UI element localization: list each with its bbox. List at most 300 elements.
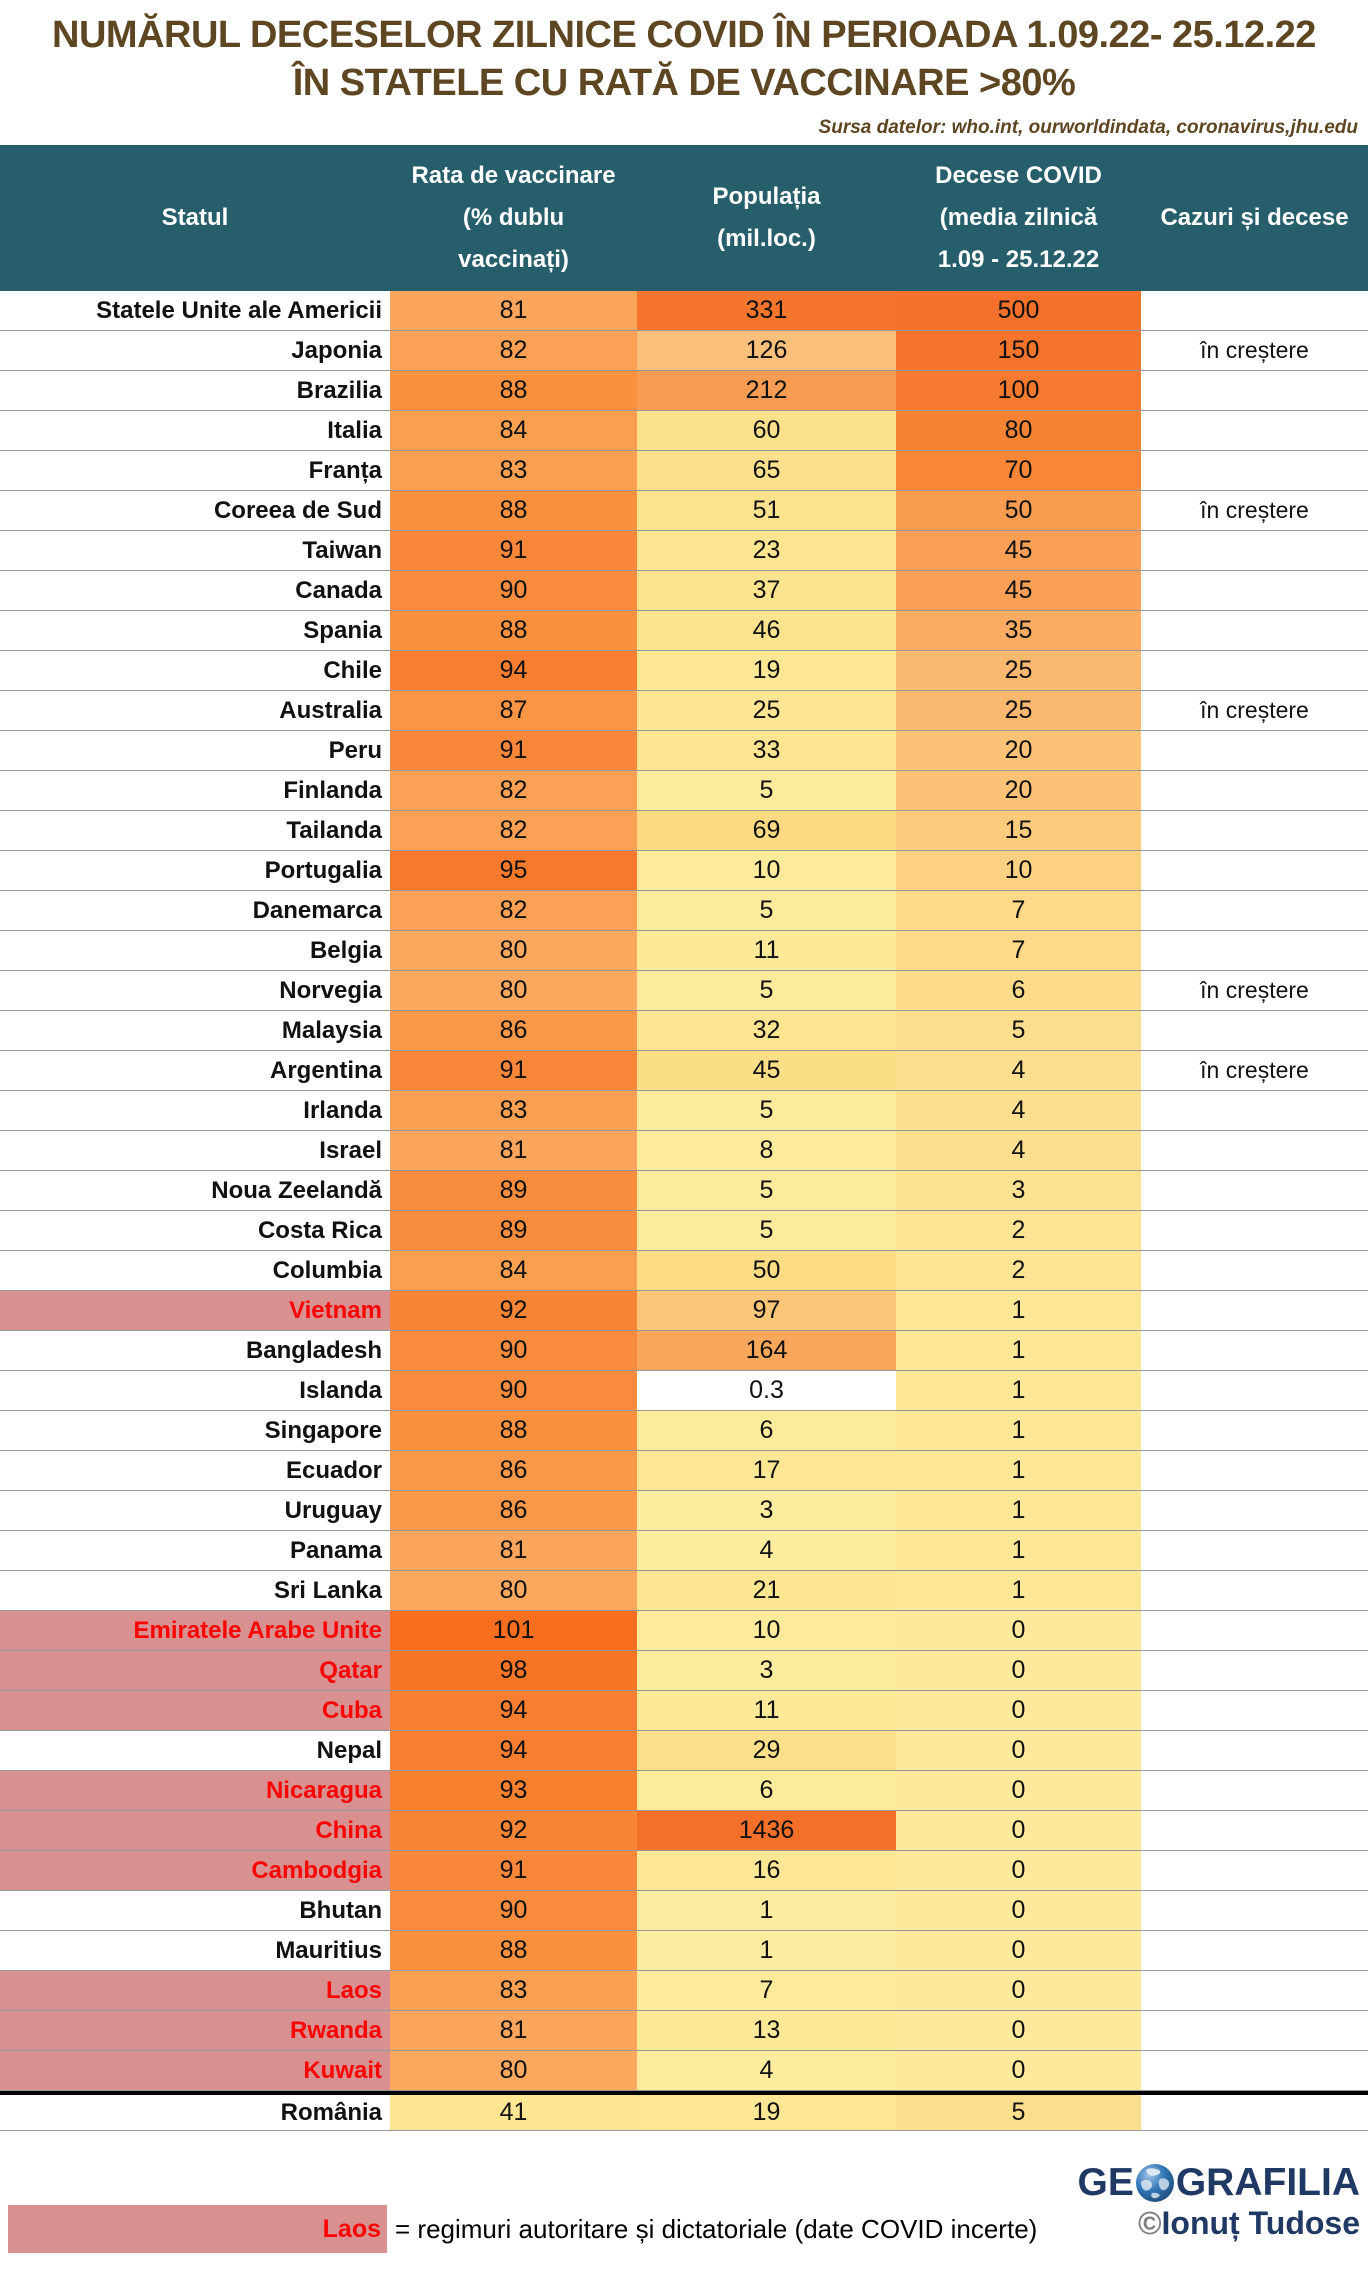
cell-trend [1141, 611, 1368, 650]
table-row [0, 1531, 1368, 1571]
cell-deaths: 4 [896, 1051, 1141, 1090]
cell-trend [1141, 1131, 1368, 1170]
cell-trend [1141, 531, 1368, 570]
cell-vaccination-rate: 89 [390, 1171, 637, 1210]
cell-vaccination-rate: 86 [390, 1451, 637, 1490]
cell-country: Brazilia [296, 376, 382, 404]
globe-icon [1134, 2163, 1176, 2203]
cell-population: 126 [637, 331, 896, 370]
cell-population: 3 [637, 1651, 896, 1690]
cell-vaccination-rate: 90 [390, 1371, 637, 1410]
covid-table [0, 145, 1368, 2131]
cell-trend [1141, 1651, 1368, 1690]
cell-population: 32 [637, 1011, 896, 1050]
data-source-note: Sursa datelor: who.int, ourworldindata, coronavirus,jhu.edu [818, 117, 1358, 138]
cell-deaths: 20 [896, 771, 1141, 810]
cell-deaths: 1 [896, 1531, 1141, 1570]
table-row [0, 1411, 1368, 1451]
cell-population: 4 [637, 1531, 896, 1570]
cell-trend [1141, 1171, 1368, 1210]
cell-trend [1141, 1931, 1368, 1970]
cell-vaccination-rate: 94 [390, 1731, 637, 1770]
cell-deaths: 2 [896, 1211, 1141, 1250]
table-row [0, 1371, 1368, 1411]
cell-vaccination-rate: 80 [390, 1571, 637, 1610]
cell-trend [1141, 1291, 1368, 1330]
cell-deaths: 0 [896, 1891, 1141, 1930]
cell-trend [1141, 2095, 1368, 2130]
cell-population: 10 [637, 851, 896, 890]
cell-deaths: 0 [896, 1691, 1141, 1730]
cell-country: Chile [323, 656, 382, 684]
cell-country: Belgia [309, 936, 382, 964]
cell-trend [1141, 1971, 1368, 2010]
cell-country: Nicaragua [0, 1771, 390, 1810]
cell-deaths: 100 [896, 371, 1141, 410]
cell-trend [1141, 1691, 1368, 1730]
cell-population: 331 [637, 291, 896, 330]
cell-deaths: 1 [896, 1411, 1141, 1450]
cell-trend [1141, 1531, 1368, 1570]
cell-population: 5 [637, 1211, 896, 1250]
cell-vaccination-rate: 90 [390, 571, 637, 610]
cell-deaths: 70 [896, 451, 1141, 490]
header-statul: Statul [161, 204, 229, 231]
cell-vaccination-rate: 92 [390, 1811, 637, 1850]
table-row [0, 1571, 1368, 1611]
table-row [0, 1971, 1368, 2011]
table-row [0, 1171, 1368, 1211]
cell-country: Vietnam [0, 1291, 390, 1330]
cell-vaccination-rate: 94 [390, 1691, 637, 1730]
cell-population: 1 [637, 1891, 896, 1930]
cell-vaccination-rate: 90 [390, 1891, 637, 1930]
logo-text-ge: GE [1077, 2161, 1134, 2204]
table-row [0, 771, 1368, 811]
table-row [0, 1451, 1368, 1491]
cell-country: Portugalia [264, 856, 382, 884]
logo-credit-name: Ionuț Tudose [1161, 2205, 1360, 2241]
cell-population: 8 [637, 1131, 896, 1170]
cell-vaccination-rate: 88 [390, 1931, 637, 1970]
table-row [0, 611, 1368, 651]
cell-trend [1141, 851, 1368, 890]
cell-country: Noua Zeelandă [211, 1176, 382, 1204]
logo-geografilia [1077, 2161, 1360, 2205]
cell-country: Columbia [272, 1256, 382, 1284]
cell-population: 50 [637, 1251, 896, 1290]
cell-trend [1141, 291, 1368, 330]
cell-population: 33 [637, 731, 896, 770]
cell-population: 37 [637, 571, 896, 610]
cell-population: 69 [637, 811, 896, 850]
cell-country: Malaysia [281, 1016, 382, 1044]
cell-population: 7 [637, 1971, 896, 2010]
table-header-row [0, 145, 1368, 291]
cell-country: Norvegia [279, 976, 382, 1004]
table-row [0, 1891, 1368, 1931]
cell-country: România [280, 2098, 382, 2126]
cell-deaths: 25 [896, 651, 1141, 690]
table-row [0, 571, 1368, 611]
cell-trend [1141, 1851, 1368, 1890]
cell-deaths: 6 [896, 971, 1141, 1010]
cell-trend [1141, 1211, 1368, 1250]
cell-trend [1141, 571, 1368, 610]
cell-deaths: 2 [896, 1251, 1141, 1290]
table-row [0, 1811, 1368, 1851]
cell-deaths: 0 [896, 1651, 1141, 1690]
cell-population: 46 [637, 611, 896, 650]
cell-population: 11 [637, 1691, 896, 1730]
table-row [0, 971, 1368, 1011]
cell-trend [1141, 2011, 1368, 2050]
cell-population: 23 [637, 531, 896, 570]
table-row [0, 1771, 1368, 1811]
cell-population: 4 [637, 2051, 896, 2090]
table-row [0, 1731, 1368, 1771]
cell-population: 65 [637, 451, 896, 490]
cell-trend [1141, 1611, 1368, 1650]
cell-country: Peru [328, 736, 382, 764]
cell-deaths: 500 [896, 291, 1141, 330]
cell-country: Cuba [0, 1691, 390, 1730]
table-row [0, 451, 1368, 491]
cell-trend [1141, 371, 1368, 410]
cell-country: Tailanda [286, 816, 382, 844]
cell-vaccination-rate: 82 [390, 771, 637, 810]
cell-country: Kuwait [0, 2051, 390, 2090]
cell-deaths: 0 [896, 1811, 1141, 1850]
cell-country: Islanda [299, 1376, 382, 1404]
cell-population: 60 [637, 411, 896, 450]
cell-trend [1141, 811, 1368, 850]
cell-deaths: 5 [896, 2095, 1141, 2130]
cell-population: 3 [637, 1491, 896, 1530]
cell-country: Cambodgia [0, 1851, 390, 1890]
cell-deaths: 1 [896, 1291, 1141, 1330]
cell-vaccination-rate: 87 [390, 691, 637, 730]
cell-population: 164 [637, 1331, 896, 1370]
cell-population: 5 [637, 1091, 896, 1130]
cell-deaths: 7 [896, 931, 1141, 970]
table-row [0, 2091, 1368, 2131]
table-row [0, 1211, 1368, 1251]
table-row [0, 1651, 1368, 1691]
cell-deaths: 25 [896, 691, 1141, 730]
table-row [0, 2051, 1368, 2091]
cell-country: Rwanda [0, 2011, 390, 2050]
cell-trend [1141, 1331, 1368, 1370]
cell-vaccination-rate: 91 [390, 531, 637, 570]
cell-deaths: 0 [896, 1971, 1141, 2010]
cell-vaccination-rate: 91 [390, 731, 637, 770]
cell-country: Mauritius [275, 1936, 382, 1964]
cell-vaccination-rate: 81 [390, 1531, 637, 1570]
cell-vaccination-rate: 91 [390, 1051, 637, 1090]
cell-vaccination-rate: 93 [390, 1771, 637, 1810]
title-line-1: NUMĂRUL DECESELOR ZILNICE COVID ÎN PERIOADA 1.09.22- 25.12.22 [52, 14, 1316, 56]
cell-population: 1436 [637, 1811, 896, 1850]
cell-deaths: 4 [896, 1131, 1141, 1170]
table-row [0, 651, 1368, 691]
cell-trend: în creștere [1141, 331, 1368, 370]
cell-population: 11 [637, 931, 896, 970]
cell-country: Argentina [269, 1056, 382, 1084]
cell-vaccination-rate: 83 [390, 1091, 637, 1130]
table-row [0, 531, 1368, 571]
table-body [0, 291, 1368, 2131]
cell-deaths: 0 [896, 1731, 1141, 1770]
table-row [0, 851, 1368, 891]
cell-trend [1141, 931, 1368, 970]
cell-deaths: 0 [896, 1851, 1141, 1890]
cell-population: 19 [637, 651, 896, 690]
cell-trend [1141, 891, 1368, 930]
cell-country: Spania [303, 616, 382, 644]
cell-vaccination-rate: 83 [390, 1971, 637, 2010]
cell-vaccination-rate: 80 [390, 2051, 637, 2090]
cell-country: Uruguay [284, 1496, 382, 1524]
cell-country: Qatar [0, 1651, 390, 1690]
cell-deaths: 20 [896, 731, 1141, 770]
cell-vaccination-rate: 84 [390, 1251, 637, 1290]
cell-population: 97 [637, 1291, 896, 1330]
cell-vaccination-rate: 81 [390, 1131, 637, 1170]
cell-country: Bangladesh [245, 1336, 382, 1364]
table-row [0, 1691, 1368, 1731]
cell-trend: în creștere [1141, 491, 1368, 530]
cell-vaccination-rate: 101 [390, 1611, 637, 1650]
cell-population: 13 [637, 2011, 896, 2050]
cell-vaccination-rate: 86 [390, 1011, 637, 1050]
cell-trend [1141, 1411, 1368, 1450]
cell-country: Sri Lanka [273, 1576, 382, 1604]
cell-deaths: 15 [896, 811, 1141, 850]
cell-trend [1141, 1731, 1368, 1770]
cell-trend [1141, 1371, 1368, 1410]
cell-country: Finlanda [283, 776, 382, 804]
cell-vaccination-rate: 80 [390, 931, 637, 970]
cell-vaccination-rate: 82 [390, 331, 637, 370]
cell-population: 19 [637, 2095, 896, 2130]
cell-country: Panama [289, 1536, 382, 1564]
cell-vaccination-rate: 95 [390, 851, 637, 890]
legend [8, 2205, 1037, 2253]
cell-population: 6 [637, 1771, 896, 1810]
title-line-2: ÎN STATELE CU RATĂ DE VACCINARE >80% [292, 61, 1076, 104]
header-rata-vaccinare: Rata de vaccinare (% dublu vaccinați) [411, 162, 616, 273]
cell-vaccination-rate: 88 [390, 491, 637, 530]
copyright-icon: © [1137, 2205, 1162, 2241]
table-row [0, 1291, 1368, 1331]
cell-vaccination-rate: 98 [390, 1651, 637, 1690]
table-row [0, 371, 1368, 411]
cell-deaths: 1 [896, 1451, 1141, 1490]
cell-trend [1141, 1571, 1368, 1610]
cell-deaths: 0 [896, 2051, 1141, 2090]
header-cazuri-decese: Cazuri și decese [1160, 204, 1349, 231]
cell-vaccination-rate: 91 [390, 1851, 637, 1890]
cell-vaccination-rate: 81 [390, 2011, 637, 2050]
legend-swatch-label: Laos [322, 2214, 381, 2243]
header-decese-covid: Decese COVID (media zilnică 1.09 - 25.12.22 [935, 162, 1102, 273]
cell-country: Israel [319, 1136, 382, 1164]
table-row [0, 691, 1368, 731]
logo-credit [1077, 2205, 1360, 2242]
cell-vaccination-rate: 89 [390, 1211, 637, 1250]
table-row [0, 1251, 1368, 1291]
cell-population: 29 [637, 1731, 896, 1770]
table-row [0, 331, 1368, 371]
cell-population: 5 [637, 971, 896, 1010]
logo-block [1077, 2161, 1360, 2242]
cell-vaccination-rate: 83 [390, 451, 637, 490]
cell-country: Franța [308, 456, 382, 484]
cell-population: 10 [637, 1611, 896, 1650]
cell-trend [1141, 1771, 1368, 1810]
cell-trend [1141, 1811, 1368, 1850]
cell-deaths: 80 [896, 411, 1141, 450]
cell-trend [1141, 731, 1368, 770]
cell-country: Coreea de Sud [213, 496, 382, 524]
cell-deaths: 35 [896, 611, 1141, 650]
cell-deaths: 150 [896, 331, 1141, 370]
cell-trend [1141, 1491, 1368, 1530]
cell-vaccination-rate: 82 [390, 811, 637, 850]
table-row [0, 411, 1368, 451]
table-row [0, 1331, 1368, 1371]
table-row [0, 1931, 1368, 1971]
cell-deaths: 1 [896, 1491, 1141, 1530]
page-title [0, 12, 1368, 107]
cell-trend [1141, 451, 1368, 490]
cell-country: Italia [327, 416, 382, 444]
cell-country: Danemarca [252, 896, 382, 924]
table-row [0, 1131, 1368, 1171]
cell-vaccination-rate: 82 [390, 891, 637, 930]
cell-vaccination-rate: 80 [390, 971, 637, 1010]
cell-population: 5 [637, 1171, 896, 1210]
cell-population: 17 [637, 1451, 896, 1490]
cell-population: 51 [637, 491, 896, 530]
cell-trend [1141, 771, 1368, 810]
cell-trend [1141, 411, 1368, 450]
footer [0, 2161, 1368, 2279]
logo-text-grafilia: GRAFILIA [1175, 2161, 1360, 2204]
cell-deaths: 10 [896, 851, 1141, 890]
table-row [0, 1011, 1368, 1051]
cell-country: Laos [0, 1971, 390, 2010]
header-populatia: Populația (mil.loc.) [712, 183, 821, 252]
cell-trend [1141, 1891, 1368, 1930]
table-row [0, 811, 1368, 851]
cell-vaccination-rate: 94 [390, 651, 637, 690]
table-row [0, 491, 1368, 531]
cell-population: 5 [637, 891, 896, 930]
cell-deaths: 1 [896, 1371, 1141, 1410]
cell-country: Singapore [264, 1416, 382, 1444]
cell-population: 21 [637, 1571, 896, 1610]
cell-vaccination-rate: 88 [390, 611, 637, 650]
cell-country: Canada [295, 576, 382, 604]
cell-deaths: 5 [896, 1011, 1141, 1050]
cell-country: Emiratele Arabe Unite [0, 1611, 390, 1650]
cell-deaths: 0 [896, 2011, 1141, 2050]
table-row [0, 1051, 1368, 1091]
cell-deaths: 1 [896, 1331, 1141, 1370]
cell-trend [1141, 2051, 1368, 2090]
cell-trend [1141, 1091, 1368, 1130]
table-row [0, 1851, 1368, 1891]
cell-country: Irlanda [303, 1096, 382, 1124]
cell-population: 6 [637, 1411, 896, 1450]
cell-country: China [0, 1811, 390, 1850]
cell-population: 1 [637, 1931, 896, 1970]
cell-trend: în creștere [1141, 1051, 1368, 1090]
cell-country: Australia [279, 696, 382, 724]
cell-deaths: 0 [896, 1931, 1141, 1970]
table-row [0, 731, 1368, 771]
cell-vaccination-rate: 90 [390, 1331, 637, 1370]
cell-trend [1141, 1251, 1368, 1290]
cell-trend [1141, 1011, 1368, 1050]
cell-population: 45 [637, 1051, 896, 1090]
cell-country: Ecuador [285, 1456, 382, 1484]
cell-deaths: 45 [896, 531, 1141, 570]
cell-trend: în creștere [1141, 691, 1368, 730]
cell-deaths: 0 [896, 1771, 1141, 1810]
cell-deaths: 45 [896, 571, 1141, 610]
cell-deaths: 3 [896, 1171, 1141, 1210]
table-row [0, 1611, 1368, 1651]
cell-deaths: 1 [896, 1571, 1141, 1610]
cell-population: 212 [637, 371, 896, 410]
table-row [0, 891, 1368, 931]
cell-country: Costa Rica [257, 1216, 382, 1244]
cell-country: Statele Unite ale Americii [96, 296, 382, 324]
table-row [0, 1091, 1368, 1131]
legend-text: = regimuri autoritare și dictatoriale (date COVID incerte) [395, 2213, 1038, 2244]
cell-country: Nepal [316, 1736, 382, 1764]
cell-vaccination-rate: 86 [390, 1491, 637, 1530]
cell-trend [1141, 651, 1368, 690]
cell-vaccination-rate: 92 [390, 1291, 637, 1330]
cell-deaths: 50 [896, 491, 1141, 530]
cell-country: Taiwan [302, 536, 382, 564]
cell-population: 5 [637, 771, 896, 810]
cell-deaths: 4 [896, 1091, 1141, 1130]
cell-vaccination-rate: 41 [390, 2095, 637, 2130]
cell-deaths: 7 [896, 891, 1141, 930]
table-row [0, 1491, 1368, 1531]
cell-vaccination-rate: 81 [390, 291, 637, 330]
table-row [0, 2011, 1368, 2051]
cell-vaccination-rate: 88 [390, 1411, 637, 1450]
cell-vaccination-rate: 88 [390, 371, 637, 410]
cell-population: 25 [637, 691, 896, 730]
cell-deaths: 0 [896, 1611, 1141, 1650]
cell-population: 0.3 [637, 1371, 896, 1410]
cell-vaccination-rate: 84 [390, 411, 637, 450]
cell-country: Bhutan [299, 1896, 382, 1924]
cell-trend: în creștere [1141, 971, 1368, 1010]
table-row [0, 291, 1368, 331]
cell-population: 16 [637, 1851, 896, 1890]
cell-country: Japonia [291, 336, 382, 364]
table-row [0, 931, 1368, 971]
legend-authoritarian-swatch [8, 2205, 387, 2253]
